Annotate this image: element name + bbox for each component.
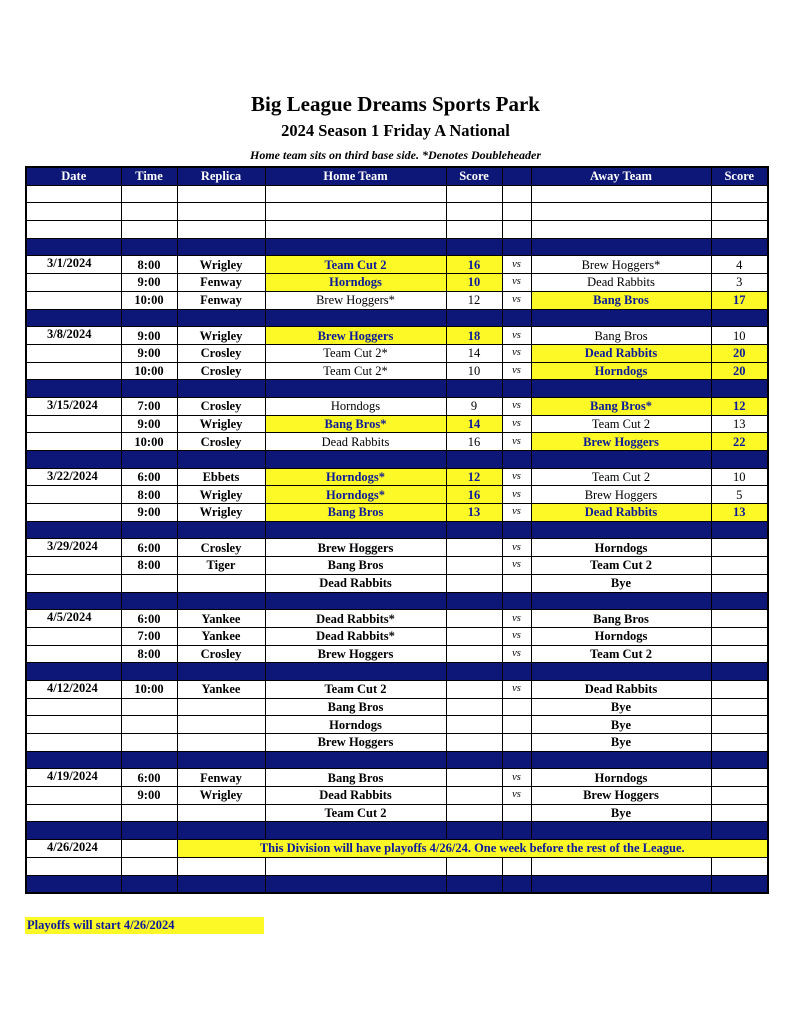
- home-team: Horndogs: [265, 397, 446, 415]
- home-team: Bang Bros*: [265, 415, 446, 433]
- away-score: [711, 557, 768, 575]
- header-time: Time: [121, 167, 177, 185]
- game-field: Crosley: [177, 362, 265, 380]
- away-score: 5: [711, 486, 768, 504]
- separator-row: [26, 309, 768, 327]
- away-team: Team Cut 2: [531, 468, 711, 486]
- game-row: [26, 769, 768, 787]
- week-date: 4/19/2024: [26, 769, 121, 787]
- home-score: 12: [446, 291, 502, 309]
- away-score: 10: [711, 468, 768, 486]
- home-team: Dead Rabbits*: [265, 627, 446, 645]
- away-team: Bye: [531, 716, 711, 734]
- home-score: 14: [446, 344, 502, 362]
- game-field: Crosley: [177, 433, 265, 451]
- game-time: 7:00: [121, 397, 177, 415]
- game-field: Wrigley: [177, 504, 265, 522]
- game-field: Fenway: [177, 274, 265, 292]
- away-team: Team Cut 2: [531, 557, 711, 575]
- away-team: Horndogs: [531, 539, 711, 557]
- home-score: 12: [446, 468, 502, 486]
- game-row: [26, 504, 768, 522]
- vs-label: vs: [502, 680, 531, 698]
- game-row: [26, 486, 768, 504]
- game-row: [26, 415, 768, 433]
- home-score: 10: [446, 274, 502, 292]
- away-team: Team Cut 2: [531, 645, 711, 663]
- game-row: [26, 734, 768, 752]
- game-field: Yankee: [177, 627, 265, 645]
- home-team: Team Cut 2: [265, 256, 446, 274]
- game-time: 6:00: [121, 539, 177, 557]
- away-score: 17: [711, 291, 768, 309]
- header-vs: [502, 167, 531, 185]
- home-team: Team Cut 2: [265, 804, 446, 822]
- header-home-team: Home Team: [265, 167, 446, 185]
- vs-label: vs: [502, 610, 531, 628]
- home-score: [446, 557, 502, 575]
- away-team: Dead Rabbits: [531, 680, 711, 698]
- game-time: 9:00: [121, 327, 177, 345]
- vs-label: vs: [502, 397, 531, 415]
- week-date: 3/29/2024: [26, 539, 121, 557]
- vs-label: vs: [502, 327, 531, 345]
- away-team: Team Cut 2: [531, 415, 711, 433]
- game-field: Fenway: [177, 769, 265, 787]
- schedule-table: [25, 166, 769, 894]
- home-score: 14: [446, 415, 502, 433]
- week-date: 4/26/2024: [26, 840, 121, 858]
- blank-row: [26, 203, 768, 221]
- header-replica: Replica: [177, 167, 265, 185]
- header-row: [26, 167, 768, 185]
- home-team: Brew Hoggers: [265, 539, 446, 557]
- game-field: Wrigley: [177, 787, 265, 805]
- week-date: 3/8/2024: [26, 327, 121, 345]
- game-row: [26, 397, 768, 415]
- game-time: 6:00: [121, 610, 177, 628]
- vs-label: vs: [502, 362, 531, 380]
- game-time: 7:00: [121, 627, 177, 645]
- game-field: Wrigley: [177, 256, 265, 274]
- game-row: [26, 539, 768, 557]
- vs-label: vs: [502, 433, 531, 451]
- game-row: [26, 627, 768, 645]
- game-row: [26, 433, 768, 451]
- game-field: Ebbets: [177, 468, 265, 486]
- game-time: 9:00: [121, 504, 177, 522]
- week-date: 3/1/2024: [26, 256, 121, 274]
- away-team: Bye: [531, 574, 711, 592]
- game-row: [26, 256, 768, 274]
- game-row: [26, 787, 768, 805]
- game-time: 9:00: [121, 344, 177, 362]
- home-team: Dead Rabbits: [265, 574, 446, 592]
- separator-row: [26, 663, 768, 681]
- home-team: Bang Bros: [265, 769, 446, 787]
- home-score: 16: [446, 433, 502, 451]
- game-field: Fenway: [177, 291, 265, 309]
- home-score: 13: [446, 504, 502, 522]
- game-row: [26, 698, 768, 716]
- vs-label: vs: [502, 557, 531, 575]
- away-score: 13: [711, 415, 768, 433]
- away-score: 4: [711, 256, 768, 274]
- game-field: Wrigley: [177, 327, 265, 345]
- away-team: Bye: [531, 734, 711, 752]
- home-team: Brew Hoggers*: [265, 291, 446, 309]
- separator-row: [26, 592, 768, 610]
- game-row: [26, 574, 768, 592]
- home-team: Horndogs*: [265, 486, 446, 504]
- vs-label: vs: [502, 274, 531, 292]
- away-team: Horndogs: [531, 627, 711, 645]
- game-row: [26, 610, 768, 628]
- away-team: Brew Hoggers: [531, 787, 711, 805]
- vs-label: vs: [502, 787, 531, 805]
- vs-label: vs: [502, 344, 531, 362]
- home-score: 16: [446, 486, 502, 504]
- game-time: 10:00: [121, 291, 177, 309]
- home-team: Dead Rabbits*: [265, 610, 446, 628]
- away-team: Bang Bros: [531, 291, 711, 309]
- game-field: Crosley: [177, 645, 265, 663]
- game-row: [26, 557, 768, 575]
- week-date: 4/12/2024: [26, 680, 121, 698]
- game-time: 8:00: [121, 557, 177, 575]
- away-team: Bang Bros*: [531, 397, 711, 415]
- game-time: 10:00: [121, 362, 177, 380]
- game-time: 10:00: [121, 433, 177, 451]
- game-time: 10:00: [121, 680, 177, 698]
- home-team: Team Cut 2*: [265, 362, 446, 380]
- week-date: 4/5/2024: [26, 610, 121, 628]
- game-row: [26, 291, 768, 309]
- separator-row: [26, 521, 768, 539]
- away-team: Dead Rabbits: [531, 504, 711, 522]
- game-field: Crosley: [177, 539, 265, 557]
- vs-label: vs: [502, 627, 531, 645]
- page-title: Big League Dreams Sports Park: [251, 92, 540, 116]
- week-date: 3/15/2024: [26, 397, 121, 415]
- header-away-score: Score: [711, 167, 768, 185]
- separator-row: [26, 238, 768, 256]
- separator-row: [26, 380, 768, 398]
- away-team: Dead Rabbits: [531, 274, 711, 292]
- game-field: Yankee: [177, 680, 265, 698]
- separator-row: [26, 822, 768, 840]
- home-score: 18: [446, 327, 502, 345]
- home-score: 9: [446, 397, 502, 415]
- home-team: Dead Rabbits: [265, 787, 446, 805]
- week-date: 3/22/2024: [26, 468, 121, 486]
- game-time: 8:00: [121, 486, 177, 504]
- away-score: 12: [711, 397, 768, 415]
- away-team: Dead Rabbits: [531, 344, 711, 362]
- blank-row: [26, 857, 768, 875]
- header-home-score: Score: [446, 167, 502, 185]
- header-away-team: Away Team: [531, 167, 711, 185]
- game-time: 6:00: [121, 468, 177, 486]
- game-field: Wrigley: [177, 486, 265, 504]
- home-team: Horndogs: [265, 716, 446, 734]
- game-field: Wrigley: [177, 415, 265, 433]
- away-team: Bang Bros: [531, 610, 711, 628]
- away-score: 20: [711, 344, 768, 362]
- home-team: Horndogs: [265, 274, 446, 292]
- separator-row: [26, 875, 768, 893]
- away-score: [711, 539, 768, 557]
- vs-label: vs: [502, 645, 531, 663]
- away-team: Brew Hoggers: [531, 486, 711, 504]
- home-score: 16: [446, 256, 502, 274]
- home-score: [446, 539, 502, 557]
- game-field: Tiger: [177, 557, 265, 575]
- vs-label: vs: [502, 486, 531, 504]
- away-team: Bang Bros: [531, 327, 711, 345]
- away-score: 10: [711, 327, 768, 345]
- game-field: Yankee: [177, 610, 265, 628]
- away-team: Horndogs: [531, 769, 711, 787]
- game-row: [26, 716, 768, 734]
- home-team: Bang Bros: [265, 698, 446, 716]
- home-team: Bang Bros: [265, 504, 446, 522]
- vs-label: vs: [502, 415, 531, 433]
- away-team: Horndogs: [531, 362, 711, 380]
- game-time: 8:00: [121, 256, 177, 274]
- home-team: Dead Rabbits: [265, 433, 446, 451]
- home-team: Bang Bros: [265, 557, 446, 575]
- home-team: Brew Hoggers: [265, 734, 446, 752]
- game-row: [26, 468, 768, 486]
- away-score: 22: [711, 433, 768, 451]
- game-time: 9:00: [121, 415, 177, 433]
- home-team: Team Cut 2: [265, 680, 446, 698]
- game-field: Crosley: [177, 344, 265, 362]
- game-field: Crosley: [177, 397, 265, 415]
- vs-label: vs: [502, 769, 531, 787]
- game-row: [26, 344, 768, 362]
- away-score: 20: [711, 362, 768, 380]
- away-score: 3: [711, 274, 768, 292]
- header-date: Date: [26, 167, 121, 185]
- vs-label: vs: [502, 291, 531, 309]
- page-subtitle: 2024 Season 1 Friday A National: [281, 121, 510, 140]
- vs-label: vs: [502, 539, 531, 557]
- blank-row: [26, 185, 768, 203]
- game-row: [26, 327, 768, 345]
- game-row: [26, 645, 768, 663]
- home-team: Brew Hoggers: [265, 327, 446, 345]
- game-row: [26, 274, 768, 292]
- game-time: 9:00: [121, 274, 177, 292]
- separator-row: [26, 451, 768, 469]
- game-time: 9:00: [121, 787, 177, 805]
- away-team: Bye: [531, 804, 711, 822]
- game-time: 6:00: [121, 769, 177, 787]
- separator-row: [26, 751, 768, 769]
- away-team: Brew Hoggers: [531, 433, 711, 451]
- away-team: Bye: [531, 698, 711, 716]
- away-score: 13: [711, 504, 768, 522]
- game-row: [26, 804, 768, 822]
- home-team: Horndogs*: [265, 468, 446, 486]
- vs-label: vs: [502, 468, 531, 486]
- vs-label: vs: [502, 504, 531, 522]
- blank-row: [26, 221, 768, 239]
- playoff-message: This Division will have playoffs 4/26/24. One week before the rest of the League.: [177, 840, 768, 858]
- home-score: 10: [446, 362, 502, 380]
- vs-label: vs: [502, 256, 531, 274]
- home-team: Team Cut 2*: [265, 344, 446, 362]
- playoffs-note: Playoffs will start 4/26/2024: [25, 917, 264, 934]
- home-team: Brew Hoggers: [265, 645, 446, 663]
- away-team: Brew Hoggers*: [531, 256, 711, 274]
- game-row: [26, 362, 768, 380]
- game-time: 8:00: [121, 645, 177, 663]
- game-row: [26, 680, 768, 698]
- page-note: Home team sits on third base side. *Denotes Doubleheader: [250, 148, 541, 162]
